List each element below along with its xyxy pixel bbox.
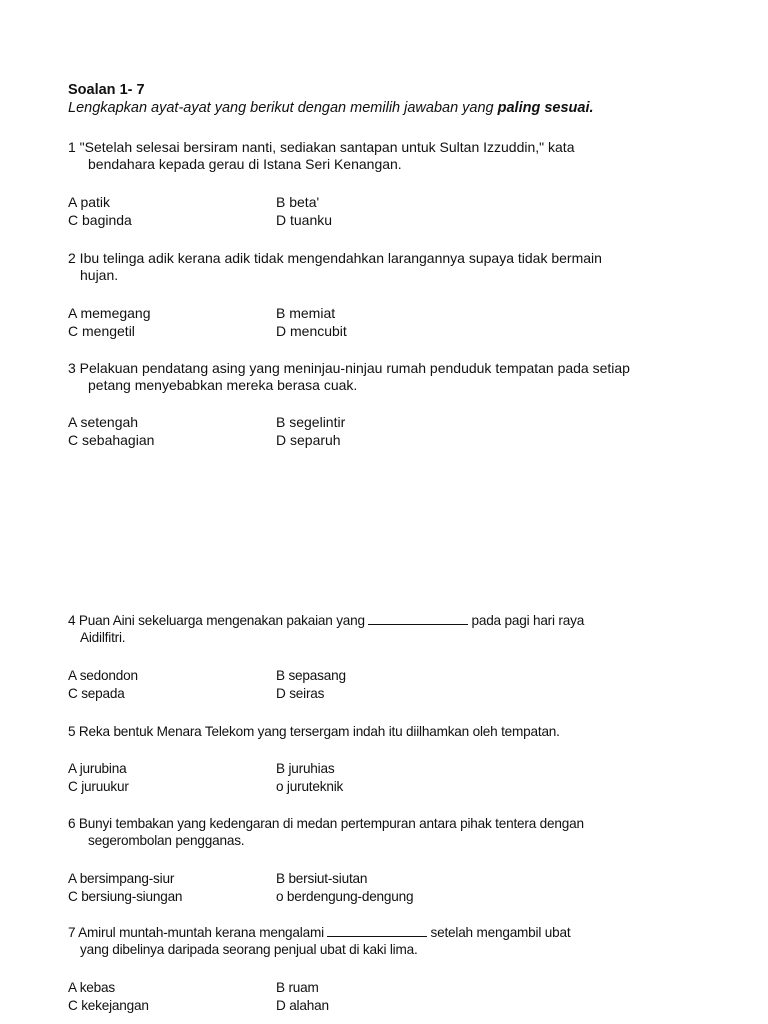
question-7-text-after-blank: setelah mengambil ubat [430,925,571,940]
question-1-line-1: 1 "Setelah selesai bersiram nanti, sediakan santapan untuk Sultan Izzuddin," kata [68,139,575,155]
option-d: D tuanku [276,212,333,228]
question-6-line-2: segerombolan pengganas. [88,833,245,848]
option-a: A sedondon [68,668,138,683]
option-b: B sepasang [276,668,346,683]
question-7-text-before-blank: 7 Amirul muntah-muntah kerana mengalami [68,925,328,940]
question-2-options [68,305,468,341]
options-row [68,432,468,450]
question-5-options [68,760,468,796]
question-7-stem [68,924,728,958]
question-3-line-2: petang menyebabkan mereka berasa cuak. [88,377,358,393]
instruction-main: Lengkapkan ayat-ayat yang berikut dengan memilih jawaban yang [68,100,498,116]
question-7-line-1 [68,924,728,941]
option-d: o juruteknik [276,779,344,794]
question-4-text-before-blank: 4 Puan Aini sekeluarga mengenakan pakaian yang [68,613,369,628]
option-b: B juruhias [276,761,335,776]
option-d: D separuh [276,432,341,448]
answer-blank [368,612,468,625]
instruction-text [68,100,594,117]
option-a: A kebas [68,980,115,995]
option-a: A patik [68,194,111,210]
question-1-stem [68,139,728,173]
question-4-options [68,667,468,703]
option-d: D mencubit [276,323,347,339]
options-row [68,212,468,230]
option-b: B segelintir [276,414,346,430]
question-6-stem [68,815,728,849]
question-7-options [68,979,468,1015]
option-a: A memegang [68,305,151,321]
option-b: B memiat [276,305,336,321]
option-b: B bersiut-siutan [276,871,368,886]
question-4-line-2: Aidilfitri. [80,630,126,645]
options-row [68,305,468,323]
option-c: C sepada [68,686,125,701]
option-a: A bersimpang-siur [68,871,175,886]
option-c: C bersiung-siungan [68,889,183,904]
option-c: C kekejangan [68,998,149,1013]
option-c: C mengetil [68,323,135,339]
option-a: A setengah [68,414,139,430]
answer-blank [327,924,427,937]
question-4-line-1 [68,612,728,629]
options-row [68,323,468,341]
options-row [68,888,468,906]
option-d: o berdengung-dengung [276,889,414,904]
question-3-options [68,414,468,450]
option-d: D alahan [276,998,329,1013]
question-5-line-1: 5 Reka bentuk Menara Telekom yang tersergam indah itu diilhamkan oleh tempatan. [68,724,560,739]
option-c: C baginda [68,212,132,228]
options-row [68,870,468,888]
question-3-line-1: 3 Pelakuan pendatang asing yang meninjau-ninjau rumah penduduk tempatan pada setiap [68,360,630,376]
question-2-line-1: 2 Ibu telinga adik kerana adik tidak mengendahkan larangannya supaya tidak bermain [68,250,602,266]
options-row [68,685,468,703]
options-row [68,667,468,685]
options-row [68,979,468,997]
question-4-text-after-blank: pada pagi hari raya [471,613,585,628]
section-heading: Soalan 1- 7 [68,82,145,98]
option-d: D seiras [276,686,325,701]
question-1-line-2: bendahara kepada gerau di Istana Seri Kenangan. [88,156,402,172]
question-2-line-2: hujan. [80,267,119,283]
question-2-stem [68,250,728,284]
question-6-options [68,870,468,906]
option-c: C sebahagian [68,432,155,448]
options-row [68,778,468,796]
options-row [68,194,468,212]
instruction-emphasis: paling sesuai. [497,100,594,116]
options-row [68,760,468,778]
option-b: B beta' [276,194,320,210]
options-row [68,997,468,1015]
option-c: C juruukur [68,779,129,794]
question-1-options [68,194,468,230]
question-5-stem [68,723,728,740]
question-4-stem [68,612,728,646]
question-7-line-2: yang dibelinya daripada seorang penjual ubat di kaki lima. [80,942,418,957]
question-6-line-1: 6 Bunyi tembakan yang kedengaran di medan pertempuran antara pihak tentera dengan [68,816,584,831]
option-a: A jurubina [68,761,127,776]
options-row [68,414,468,432]
option-b: B ruam [276,980,319,995]
question-3-stem [68,360,728,394]
